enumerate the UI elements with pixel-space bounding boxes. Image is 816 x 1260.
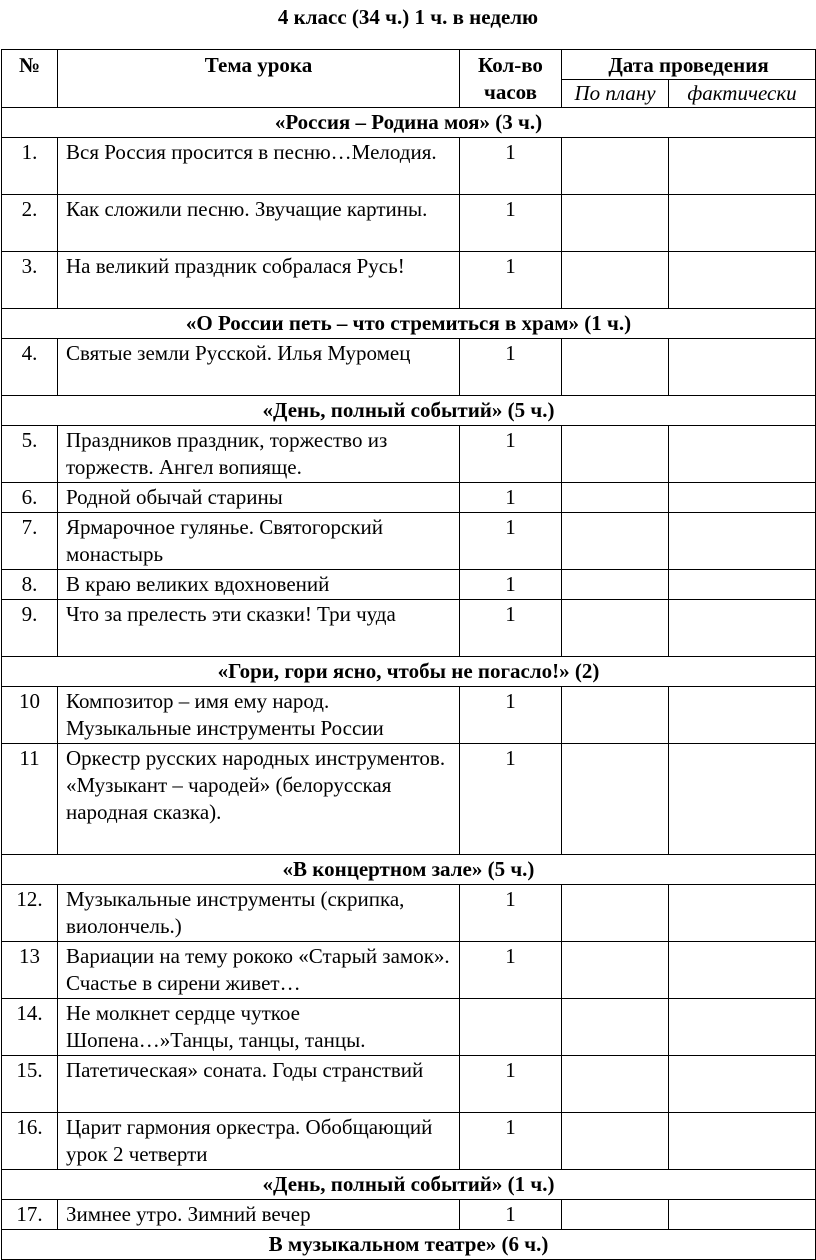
table-row [2, 426, 816, 483]
lesson-hours: 1 [460, 1200, 562, 1230]
lesson-hours: 1 [460, 252, 562, 309]
table-row [2, 744, 816, 855]
lesson-topic: Композитор – имя ему народ. Музыкальные инструменты России [58, 687, 460, 744]
date-actual-cell [669, 483, 816, 513]
lesson-topic: Святые земли Русской. Илья Муромец [58, 339, 460, 396]
lesson-hours: 1 [460, 138, 562, 195]
lesson-hours: 1 [460, 942, 562, 999]
table-row [2, 339, 816, 396]
lesson-hours: 1 [460, 339, 562, 396]
lesson-number: 3. [2, 252, 58, 309]
table-row [2, 1056, 816, 1113]
date-plan-cell [562, 687, 669, 744]
date-actual-cell [669, 1056, 816, 1113]
lesson-hours: 1 [460, 744, 562, 855]
date-actual-cell [669, 942, 816, 999]
table-body [2, 108, 816, 1260]
date-actual-cell [669, 195, 816, 252]
lesson-topic: На великий праздник собралася Русь! [58, 252, 460, 309]
section-title: «Гори, гори ясно, чтобы не погасло!» (2) [2, 657, 816, 687]
lesson-hours: 1 [460, 570, 562, 600]
date-plan-cell [562, 483, 669, 513]
lesson-hours: 1 [460, 483, 562, 513]
lesson-number: 17. [2, 1200, 58, 1230]
table-row [2, 570, 816, 600]
lesson-topic: Праздников праздник, торжество из торжеств. Ангел вопияще. [58, 426, 460, 483]
header-hours-line2: часов [484, 80, 537, 104]
header-actual: фактически [669, 80, 816, 108]
lesson-topic: Царит гармония оркестра. Обобщающий урок 2 четверти [58, 1113, 460, 1170]
table-row [2, 999, 816, 1056]
section-title: «Россия – Родина моя» (3 ч.) [2, 108, 816, 138]
date-actual-cell [669, 570, 816, 600]
date-actual-cell [669, 687, 816, 744]
lesson-number: 10 [2, 687, 58, 744]
date-actual-cell [669, 1113, 816, 1170]
lesson-number: 1. [2, 138, 58, 195]
lesson-hours: 1 [460, 426, 562, 483]
lesson-topic: В краю великих вдохновений [58, 570, 460, 600]
date-plan-cell [562, 885, 669, 942]
date-actual-cell [669, 252, 816, 309]
section-row [2, 396, 816, 426]
lesson-topic: Что за прелесть эти сказки! Три чуда [58, 600, 460, 657]
lesson-hours: 1 [460, 195, 562, 252]
date-actual-cell [669, 744, 816, 855]
date-plan-cell [562, 138, 669, 195]
date-plan-cell [562, 999, 669, 1056]
lesson-topic: Родной обычай старины [58, 483, 460, 513]
table-row [2, 942, 816, 999]
lesson-topic: Музыкальные инструменты (скрипка, виолончель.) [58, 885, 460, 942]
lesson-topic: Зимнее утро. Зимний вечер [58, 1200, 460, 1230]
table-row [2, 252, 816, 309]
lesson-number: 16. [2, 1113, 58, 1170]
section-row [2, 108, 816, 138]
lesson-topic: Вариации на тему рококо «Старый замок». Счастье в сирени живет… [58, 942, 460, 999]
section-row [2, 855, 816, 885]
section-row [2, 1230, 816, 1260]
date-plan-cell [562, 744, 669, 855]
date-plan-cell [562, 570, 669, 600]
lesson-topic: Ярмарочное гулянье. Святогорский монастырь [58, 513, 460, 570]
lesson-number: 14. [2, 999, 58, 1056]
date-plan-cell [562, 1113, 669, 1170]
lesson-number: 9. [2, 600, 58, 657]
header-hours-line1: Кол-во [478, 53, 543, 77]
date-plan-cell [562, 339, 669, 396]
date-plan-cell [562, 600, 669, 657]
header-hours [460, 50, 562, 108]
lesson-hours: 1 [460, 1113, 562, 1170]
date-actual-cell [669, 885, 816, 942]
date-plan-cell [562, 513, 669, 570]
lesson-number: 5. [2, 426, 58, 483]
lesson-number: 11 [2, 744, 58, 855]
section-title: «В концертном зале» (5 ч.) [2, 855, 816, 885]
lesson-hours: 1 [460, 687, 562, 744]
section-row [2, 1170, 816, 1200]
lesson-hours: 1 [460, 885, 562, 942]
lesson-number: 2. [2, 195, 58, 252]
table-row [2, 483, 816, 513]
lesson-number: 12. [2, 885, 58, 942]
date-actual-cell [669, 426, 816, 483]
header-num: № [2, 50, 58, 108]
date-plan-cell [562, 942, 669, 999]
lesson-topic: Патетическая» соната. Годы странствий [58, 1056, 460, 1113]
lesson-number: 7. [2, 513, 58, 570]
header-date: Дата проведения [562, 50, 816, 80]
date-plan-cell [562, 1056, 669, 1113]
lesson-number: 13 [2, 942, 58, 999]
lesson-hours: 1 [460, 513, 562, 570]
lesson-number: 4. [2, 339, 58, 396]
lesson-number: 8. [2, 570, 58, 600]
table-row [2, 513, 816, 570]
date-actual-cell [669, 138, 816, 195]
lesson-topic: Вся Россия просится в песню…Мелодия. [58, 138, 460, 195]
date-plan-cell [562, 252, 669, 309]
section-title: «О России петь – что стремиться в храм» (1 ч.) [2, 309, 816, 339]
lesson-hours [460, 999, 562, 1056]
lesson-topic: Не молкнет сердце чуткое Шопена…»Танцы, танцы, танцы. [58, 999, 460, 1056]
lesson-hours: 1 [460, 600, 562, 657]
table-row [2, 885, 816, 942]
lesson-number: 6. [2, 483, 58, 513]
section-title: «День, полный событий» (1 ч.) [2, 1170, 816, 1200]
page-title: 4 класс (34 ч.) 1 ч. в неделю [277, 5, 539, 29]
section-title: В музыкальном театре» (6 ч.) [2, 1230, 816, 1260]
section-title: «День, полный событий» (5 ч.) [2, 396, 816, 426]
date-plan-cell [562, 1200, 669, 1230]
table-row [2, 600, 816, 657]
date-actual-cell [669, 1200, 816, 1230]
section-row [2, 657, 816, 687]
date-actual-cell [669, 339, 816, 396]
lesson-hours: 1 [460, 1056, 562, 1113]
lesson-plan-table [1, 49, 816, 1260]
lesson-number: 15. [2, 1056, 58, 1113]
table-row [2, 138, 816, 195]
table-row [2, 195, 816, 252]
lesson-topic: Оркестр русских народных инструментов. «Музыкант – чародей» (белорусская народная сказка). [58, 744, 460, 855]
date-actual-cell [669, 513, 816, 570]
date-actual-cell [669, 600, 816, 657]
section-row [2, 309, 816, 339]
header-topic: Тема урока [58, 50, 460, 108]
date-actual-cell [669, 999, 816, 1056]
header-plan: По плану [562, 80, 669, 108]
table-row [2, 1200, 816, 1230]
table-row [2, 687, 816, 744]
date-plan-cell [562, 195, 669, 252]
date-plan-cell [562, 426, 669, 483]
table-row [2, 1113, 816, 1170]
lesson-topic: Как сложили песню. Звучащие картины. [58, 195, 460, 252]
